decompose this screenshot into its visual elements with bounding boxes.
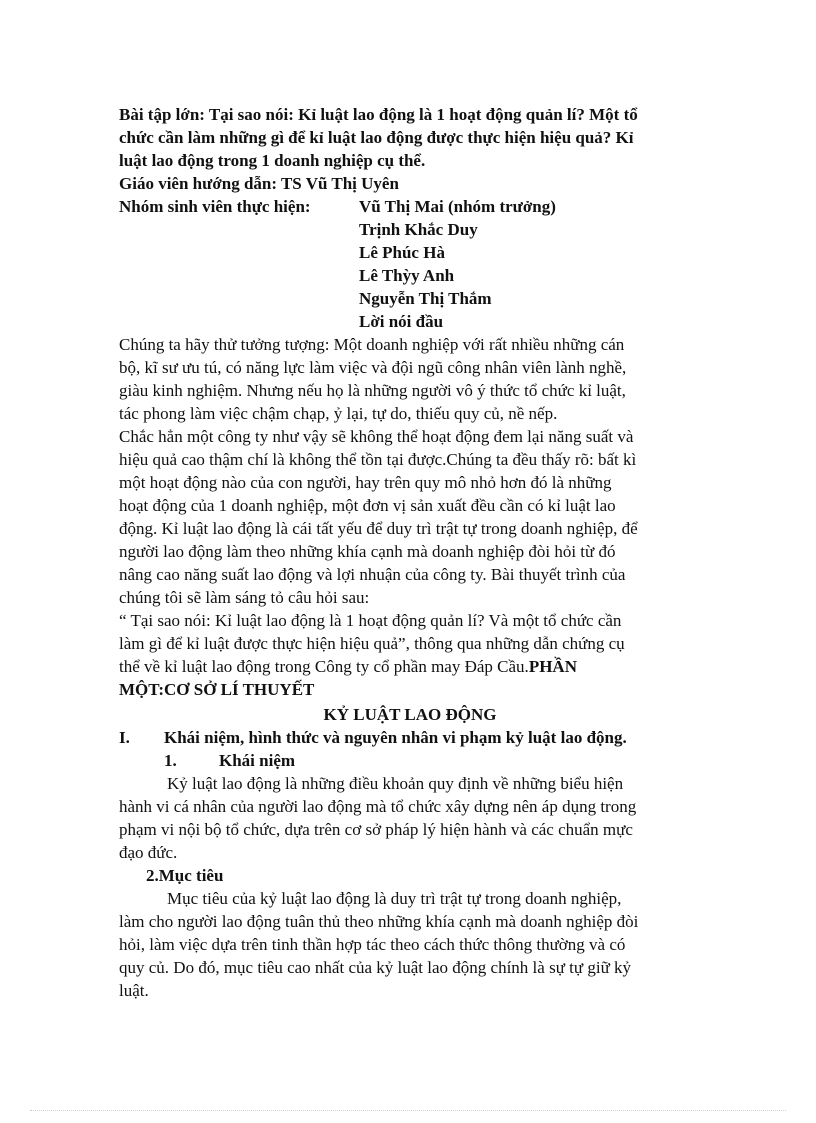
subsection-heading-goal: 2.Mục tiêu — [146, 866, 224, 885]
text-line: làm gì để kỉ luật được thực hiện hiệu quả”, thông qua những dẫn chứng cụ — [119, 634, 625, 653]
text-line: bộ, kĩ sư ưu tú, có năng lực làm việc và đội ngũ công nhân viên lành nghề, — [119, 358, 627, 377]
title-line: Bài tập lớn: Tại sao nói: Kỉ luật lao động là 1 hoạt động quản lí? Một tổ — [119, 105, 638, 124]
text-line: phạm vi nội bộ tổ chức, dựa trên cơ sở pháp lý hiện hành và các chuẩn mực — [119, 820, 633, 839]
group-member: Vũ Thị Mai (nhóm trưởng) — [359, 197, 556, 216]
title-line: luật lao động trong 1 doanh nghiệp cụ thể. — [119, 151, 426, 170]
text-line: “ Tại sao nói: Kỉ luật lao động là 1 hoạt động quản lí? Và một tổ chức cần — [119, 611, 622, 630]
text-line: đạo đức. — [119, 843, 178, 862]
text-line: Kỷ luật lao động là những điều khoản quy định về những biểu hiện — [167, 774, 624, 793]
intro-paragraph-2 — [119, 425, 701, 609]
subsection-heading — [119, 749, 701, 772]
group-row — [119, 195, 701, 218]
quote-ending: thể về kỉ luật lao động trong Công ty cổ phần may Đáp Cầu. — [119, 657, 529, 676]
group-member: Trịnh Khắc Duy — [359, 220, 478, 239]
text-line: quy củ. Do đó, mục tiêu cao nhất của kỷ luật lao động chính là sự tự giữ kỷ — [119, 958, 632, 977]
text-line: hiệu quả cao thậm chí là không thể tồn tại được.Chúng ta đều thấy rõ: bất kì — [119, 450, 637, 469]
group-label: Nhóm sinh viên thực hiện: — [119, 197, 311, 216]
group-member: Nguyễn Thị Thắm — [359, 289, 492, 308]
goal-paragraph — [119, 887, 701, 1002]
subsection-number: 1. — [164, 751, 177, 770]
group-members — [119, 218, 701, 333]
concept-paragraph — [119, 772, 701, 864]
section-number: I. — [119, 728, 130, 747]
text-line: Chắc hẳn một công ty như vậy sẽ không thể hoạt động đem lại năng suất và — [119, 427, 634, 446]
text-line: hành vi cá nhân của người lao động mà tổ chức xây dựng nên áp dụng trong — [119, 797, 637, 816]
section-heading — [119, 726, 701, 749]
assignment-title — [119, 103, 701, 172]
intro-paragraph-1 — [119, 333, 701, 425]
text-line: một hoạt động nào của con người, hay trên quy mô nhỏ hơn đó là những — [119, 473, 612, 492]
text-line: giàu kinh nghiệm. Nhưng nếu họ là những người vô ý thức tổ chức kỉ luật, — [119, 381, 626, 400]
group-member: Lê Thỳy Anh — [359, 266, 455, 285]
text-line: người lao động làm theo những khía cạnh mà doanh nghiệp đòi hỏi từ đó — [119, 542, 616, 561]
subsection-title: Khái niệm — [219, 751, 296, 770]
part-label: PHẦN — [528, 657, 577, 676]
group-member: Lê Phúc Hà — [359, 243, 445, 262]
teacher-line: Giáo viên hướng dẫn: TS Vũ Thị Uyên — [119, 174, 399, 193]
question-quote — [119, 609, 701, 701]
text-line: hỏi, làm việc dựa trên tinh thần hợp tác theo cách thức thông thường và có — [119, 935, 626, 954]
foreword-title: Lời nói đầu — [359, 312, 444, 331]
text-line: chúng tôi sẽ làm sáng tỏ câu hỏi sau: — [119, 588, 370, 607]
section-title: Khái niệm, hình thức và nguyên nhân vi phạm kỷ luật lao động. — [164, 728, 627, 747]
text-line: động. Kỉ luật lao động là cái tất yếu để duy trì trật tự trong doanh nghiệp, để — [119, 519, 638, 538]
text-line: Chúng ta hãy thử tưởng tượng: Một doanh nghiệp với rất nhiều những cán — [119, 335, 625, 354]
text-line: Mục tiêu của kỷ luật lao động là duy trì trật tự trong doanh nghiệp, — [167, 889, 622, 908]
text-line: luật. — [119, 981, 149, 1000]
title-line: chức cần làm những gì để kỉ luật lao động được thực hiện hiệu quả? Kỉ — [119, 128, 634, 147]
text-line — [119, 655, 701, 678]
text-line: tác phong làm việc chậm chạp, ỷ lại, tự do, thiếu quy củ, nề nếp. — [119, 404, 558, 423]
page-bottom-divider — [30, 1110, 786, 1111]
main-heading: KỶ LUẬT LAO ĐỘNG — [323, 705, 497, 724]
document-body — [119, 103, 701, 1002]
part-title: MỘT:CƠ SỞ LÍ THUYẾT — [119, 680, 315, 699]
text-line: hoạt động của 1 doanh nghiệp, một đơn vị sản xuất đều cần có kỉ luật lao — [119, 496, 616, 515]
text-line: làm cho người lao động tuân thủ theo những khía cạnh mà doanh nghiệp đòi — [119, 912, 639, 931]
text-line: nâng cao năng suất lao động và lợi nhuận của công ty. Bài thuyết trình của — [119, 565, 626, 584]
